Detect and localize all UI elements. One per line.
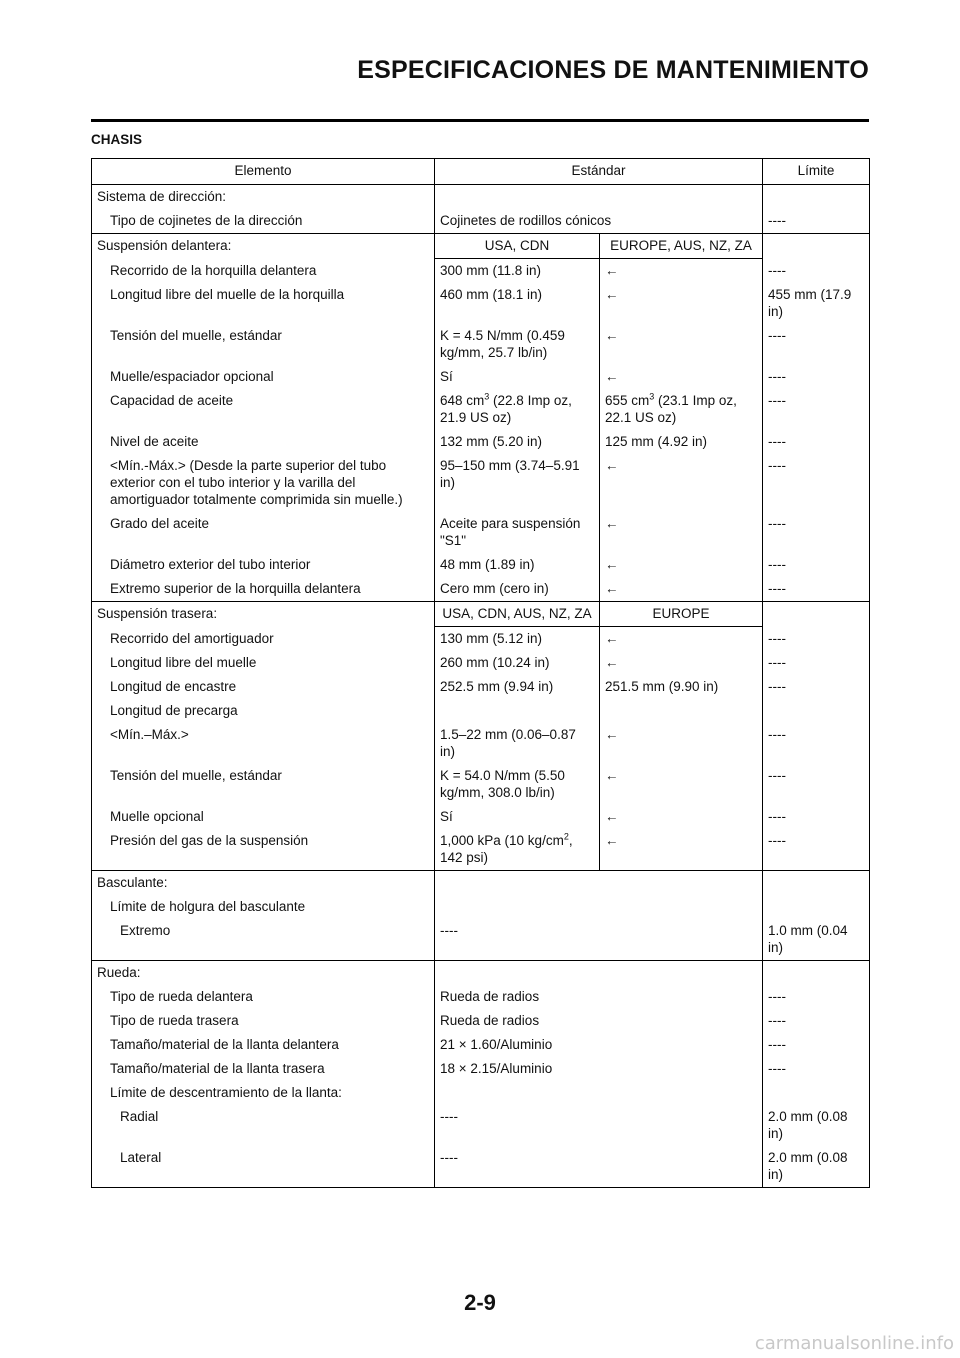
front-row-label: Tensión del muelle, estándar xyxy=(92,324,435,365)
front-suspension-section xyxy=(92,234,870,602)
rear-region-1: USA, CDN, AUS, NZ, ZA xyxy=(435,602,600,627)
front-row-std: 48 mm (1.89 in) xyxy=(435,553,600,577)
arrow-icon: ← xyxy=(600,829,763,871)
oil-level-range-std: 95–150 mm (3.74–5.91 in) xyxy=(435,454,600,512)
steering-title: Sistema de dirección: xyxy=(92,185,435,210)
front-row-label: Grado del aceite xyxy=(92,512,435,553)
oil-capacity-std-1: 648 $cm^3$ (22.8 Imp oz, 21.9 US oz) xyxy=(435,389,600,430)
rear-row-label: Tensión del muelle, estándar xyxy=(92,764,435,805)
header-limit: Límite xyxy=(763,159,870,185)
section-title: CHASIS xyxy=(91,132,143,147)
wheel-row-limit: ---- xyxy=(763,1009,870,1033)
rear-row-label: Recorrido del amortiguador xyxy=(92,627,435,652)
swingarm-end-label: Extremo xyxy=(92,919,435,961)
rear-row-limit: ---- xyxy=(763,805,870,829)
rear-row-std: Sí xyxy=(435,805,600,829)
wheel-title: Rueda: xyxy=(92,961,435,986)
oil-level-std-2: 125 mm (4.92 in) xyxy=(600,430,763,454)
arrow-icon: ← xyxy=(600,365,763,389)
front-row-label: Extremo superior de la horquilla delantera xyxy=(92,577,435,602)
front-row-limit: ---- xyxy=(763,577,870,602)
front-row-limit: ---- xyxy=(763,259,870,284)
radial-limit: 2.0 mm (0.08 in) xyxy=(763,1105,870,1146)
arrow-icon: ← xyxy=(600,651,763,675)
swingarm-end-limit: 1.0 mm (0.04 in) xyxy=(763,919,870,961)
oil-capacity-std-2: 655 $cm^3$ (23.1 Imp oz, 22.1 US oz) xyxy=(600,389,763,430)
spec-table xyxy=(91,158,870,1188)
front-row-label: Muelle/espaciador opcional xyxy=(92,365,435,389)
front-row-std: Aceite para suspensión "S1" xyxy=(435,512,600,553)
rear-row-label: <Mín.–Máx.> xyxy=(92,723,435,764)
front-row-label: Diámetro exterior del tubo interior xyxy=(92,553,435,577)
page-title: ESPECIFICACIONES DE MANTENIMIENTO xyxy=(357,56,869,84)
rear-row-limit: ---- xyxy=(763,723,870,764)
rear-row-label: Muelle opcional xyxy=(92,805,435,829)
gas-pressure-limit: ---- xyxy=(763,829,870,871)
front-row-limit: ---- xyxy=(763,512,870,553)
rear-row-limit: ---- xyxy=(763,627,870,652)
installed-length-limit: ---- xyxy=(763,675,870,699)
lateral-label: Lateral xyxy=(92,1146,435,1188)
front-row-label: Recorrido de la horquilla delantera xyxy=(92,259,435,284)
front-row-std: Sí xyxy=(435,365,600,389)
front-row-limit: 455 mm (17.9 in) xyxy=(763,283,870,324)
front-row-label: Longitud libre del muelle de la horquilla xyxy=(92,283,435,324)
header-standard: Estándar xyxy=(435,159,763,185)
front-region-1: USA, CDN xyxy=(435,234,600,259)
front-row-limit: ---- xyxy=(763,365,870,389)
radial-std: ---- xyxy=(435,1105,763,1146)
front-region-2: EUROPE, AUS, NZ, ZA xyxy=(600,234,763,259)
steering-bearing-limit: ---- xyxy=(763,209,870,234)
arrow-icon: ← xyxy=(600,805,763,829)
wheel-row-limit: ---- xyxy=(763,1057,870,1081)
watermark: carmanualsonline.info xyxy=(754,1333,954,1354)
oil-level-range-label: <Mín.-Máx.> (Desde la parte superior del tubo exterior con el tubo interior y la varilla del amortiguador totalmente comprimida sin muelle.) xyxy=(92,454,435,512)
arrow-icon: ← xyxy=(600,259,763,284)
swingarm-end-std: ---- xyxy=(435,919,763,961)
front-row-std: 460 mm (18.1 in) xyxy=(435,283,600,324)
wheel-row-std: 18 × 2.15/Aluminio xyxy=(435,1057,763,1081)
oil-level-std-1: 132 mm (5.20 in) xyxy=(435,430,600,454)
front-row-limit: ---- xyxy=(763,324,870,365)
rear-title: Suspensión trasera: xyxy=(92,602,435,627)
oil-level-limit: ---- xyxy=(763,430,870,454)
header-element: Elemento xyxy=(92,159,435,185)
arrow-icon: ← xyxy=(600,723,763,764)
rear-row-std: 260 mm (10.24 in) xyxy=(435,651,600,675)
front-title: Suspensión delantera: xyxy=(92,234,435,259)
swingarm-title: Basculante: xyxy=(92,871,435,896)
wheel-row-label: Tamaño/material de la llanta trasera xyxy=(92,1057,435,1081)
page-number: 2-9 xyxy=(464,1290,496,1315)
front-row-std: 300 mm (11.8 in) xyxy=(435,259,600,284)
arrow-icon: ← xyxy=(600,324,763,365)
arrow-icon: ← xyxy=(600,577,763,602)
arrow-icon: ← xyxy=(600,764,763,805)
wheel-row-label: Tipo de rueda trasera xyxy=(92,1009,435,1033)
wheel-row-std: 21 × 1.60/Aluminio xyxy=(435,1033,763,1057)
rear-row-std: K = 54.0 N/mm (5.50 kg/mm, 308.0 lb/in) xyxy=(435,764,600,805)
arrow-icon: ← xyxy=(600,627,763,652)
rear-row-std: 1.5–22 mm (0.06–0.87 in) xyxy=(435,723,600,764)
wheel-row-std: Rueda de radios xyxy=(435,985,763,1009)
lateral-std: ---- xyxy=(435,1146,763,1188)
steering-bearing-std: Cojinetes de rodillos cónicos xyxy=(435,209,763,234)
wheel-row-limit: ---- xyxy=(763,985,870,1009)
steering-bearing-label: Tipo de cojinetes de la dirección xyxy=(92,209,435,234)
swingarm-free-play-label: Límite de holgura del basculante xyxy=(92,895,435,919)
wheel-row-std: Rueda de radios xyxy=(435,1009,763,1033)
installed-length-std-1: 252.5 mm (9.94 in) xyxy=(435,675,600,699)
preload-label: Longitud de precarga xyxy=(92,699,435,723)
wheel-section xyxy=(92,961,870,1188)
title-rule xyxy=(91,119,869,122)
steering-section xyxy=(92,185,870,234)
rear-row-limit: ---- xyxy=(763,651,870,675)
rear-row-limit: ---- xyxy=(763,764,870,805)
rear-row-label: Longitud libre del muelle xyxy=(92,651,435,675)
lateral-limit: 2.0 mm (0.08 in) xyxy=(763,1146,870,1188)
gas-pressure-std: 1,000 kPa (10 $kg/cm^2$, 142 psi) xyxy=(435,829,600,871)
oil-capacity-limit: ---- xyxy=(763,389,870,430)
installed-length-std-2: 251.5 mm (9.90 in) xyxy=(600,675,763,699)
arrow-icon: ← xyxy=(600,283,763,324)
swingarm-section xyxy=(92,871,870,961)
rear-row-std: 130 mm (5.12 in) xyxy=(435,627,600,652)
table-header-row xyxy=(92,159,870,185)
radial-label: Radial xyxy=(92,1105,435,1146)
wheel-row-label: Tipo de rueda delantera xyxy=(92,985,435,1009)
oil-level-range-limit: ---- xyxy=(763,454,870,512)
installed-length-label: Longitud de encastre xyxy=(92,675,435,699)
gas-pressure-label: Presión del gas de la suspensión xyxy=(92,829,435,871)
runout-label: Límite de descentramiento de la llanta: xyxy=(92,1081,435,1105)
oil-capacity-label: Capacidad de aceite xyxy=(92,389,435,430)
arrow-icon: ← xyxy=(600,454,763,512)
arrow-icon: ← xyxy=(600,512,763,553)
front-row-limit: ---- xyxy=(763,553,870,577)
wheel-row-label: Tamaño/material de la llanta delantera xyxy=(92,1033,435,1057)
rear-region-2: EUROPE xyxy=(600,602,763,627)
arrow-icon: ← xyxy=(600,553,763,577)
rear-suspension-section xyxy=(92,602,870,871)
front-row-std: K = 4.5 N/mm (0.459 kg/mm, 25.7 lb/in) xyxy=(435,324,600,365)
wheel-row-limit: ---- xyxy=(763,1033,870,1057)
front-row-std: Cero mm (cero in) xyxy=(435,577,600,602)
oil-level-label: Nivel de aceite xyxy=(92,430,435,454)
